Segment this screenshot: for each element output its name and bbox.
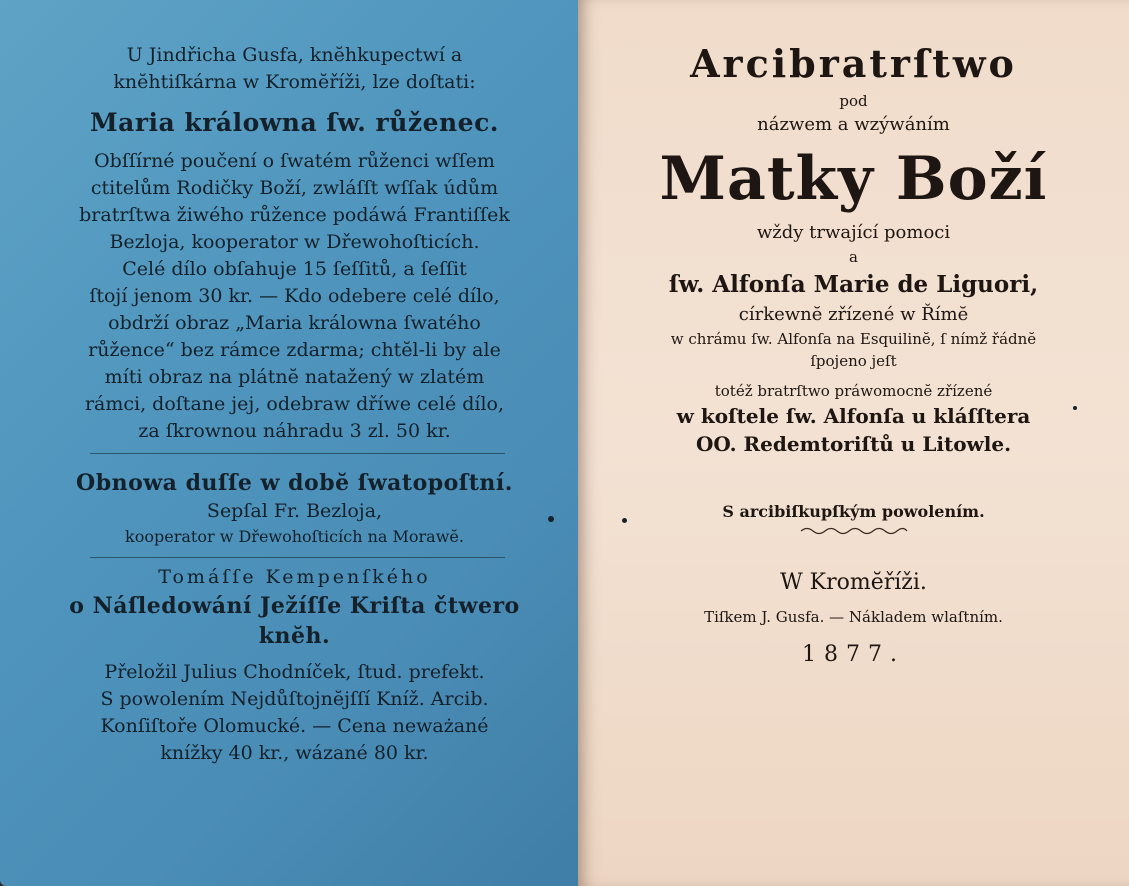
alfonsa: ſw. Alfonſa Marie de Liguori, xyxy=(668,271,1039,298)
right-page xyxy=(578,0,1129,886)
nazwem: názwem a wzýwáním xyxy=(757,114,950,135)
ad1-intro-line1: U Jindřicha Gusfa, knĕhkupectwí a xyxy=(126,44,463,66)
main-title: Matky Boží xyxy=(659,144,1048,214)
ad1-intro-line2: knĕhtiſkárna w Kromĕříži, lze doſtati: xyxy=(113,71,476,93)
ad1-body-line: ctitelům Rodičky Boží, zwláſſt wſſak údům xyxy=(90,177,499,199)
kostele-line1: w koſtele ſw. Alfonſa u kláſſtera xyxy=(676,404,1031,428)
ad1-body-line: růžence“ bez rámce zdarma; chtĕl-li by ale xyxy=(88,339,501,361)
ad3-title-line2: knĕh. xyxy=(258,623,331,649)
place: W Kromĕříži. xyxy=(780,570,927,595)
ad2-title: Obnowa duſſe w dobĕ ſwatopoſtní. xyxy=(76,470,513,496)
ad3-body-line: Konſiſtoře Olomucké. — Cena neważané xyxy=(100,715,489,737)
ad1-body-line: obdrží obraz „Maria králowna ſwatého xyxy=(108,312,481,334)
ink-dot xyxy=(548,516,554,522)
ad1-body xyxy=(0,148,585,445)
totez: totéž bratrſtwo práwomocnĕ zřízené xyxy=(714,382,993,400)
ad1-body-line: Celé dílo obſahuje 15 ſeſſitů, a ſeſſit xyxy=(122,258,467,280)
ad1-body-line: Bezloja, kooperator w Dřewohoſticích. xyxy=(109,231,480,253)
kostele-line2: OO. Redemtoriſtů u Litowle. xyxy=(695,432,1012,456)
chramu-line2: ſpojeno jeſt xyxy=(810,352,897,370)
chramu-line1: w chrámu ſw. Alfonſa na Esquilinĕ, ſ nímž řádnĕ xyxy=(670,330,1037,348)
flourish-ornament xyxy=(799,526,909,536)
a-conjunction: a xyxy=(849,248,858,266)
ad1-body-line: rámci, doſtane jej, odebraw dříwe celé dílo, xyxy=(84,393,505,415)
divider xyxy=(90,557,505,558)
ad3-body-line: S powolením Nejdůſtojnĕjſſí Kníž. Arcib. xyxy=(100,688,489,710)
ink-dot xyxy=(622,518,627,523)
ad3-title-line1: o Náſledowání Ježíſſe Kriſta čtwero xyxy=(69,593,520,619)
ad3-body-line: knížky 40 kr., wázané 80 kr. xyxy=(160,742,429,764)
title: Arcibratrſtwo xyxy=(690,41,1017,86)
powolenim: S arcibiſkupſkým powolením. xyxy=(722,502,985,521)
ad1-body-line: za ſkrownou náhradu 3 zl. 50 kr. xyxy=(138,420,451,442)
year: 1877. xyxy=(802,642,905,667)
ink-dot xyxy=(1073,406,1077,410)
ad1-body-line: míti obraz na plátnĕ natažený w zlatém xyxy=(104,366,485,388)
ad3-author-line: Tomáſſe Kempenſkého xyxy=(158,566,431,588)
ad2-author: Sepſal Fr. Bezloja, xyxy=(206,500,383,522)
printer: Tiſkem J. Gusfa. — Nákladem wlaſtním. xyxy=(704,608,1003,626)
ad1-body-line: bratrſtwa žiwého růžence podáwá Frantiſſek xyxy=(79,204,510,226)
cirkewne: církewnĕ zřízené w Římĕ xyxy=(738,304,969,325)
ad3-body-line: Přeložil Julius Chodníček, ſtud. prefekt. xyxy=(104,661,485,683)
ad1-body-line: ſtojí jenom 30 kr. — Kdo odebere celé dílo, xyxy=(89,285,500,307)
trwajici: wždy trwající pomoci xyxy=(756,222,951,243)
ad2-author-role: kooperator w Dřewohoſticích na Morawĕ. xyxy=(125,527,464,546)
ad1-body-line: Obſſírné poučení o ſwatém růženci wſſem xyxy=(94,150,495,172)
pod: pod xyxy=(839,92,868,110)
ad1-title: Maria králowna ſw. růženec. xyxy=(89,108,500,137)
divider xyxy=(90,453,505,454)
